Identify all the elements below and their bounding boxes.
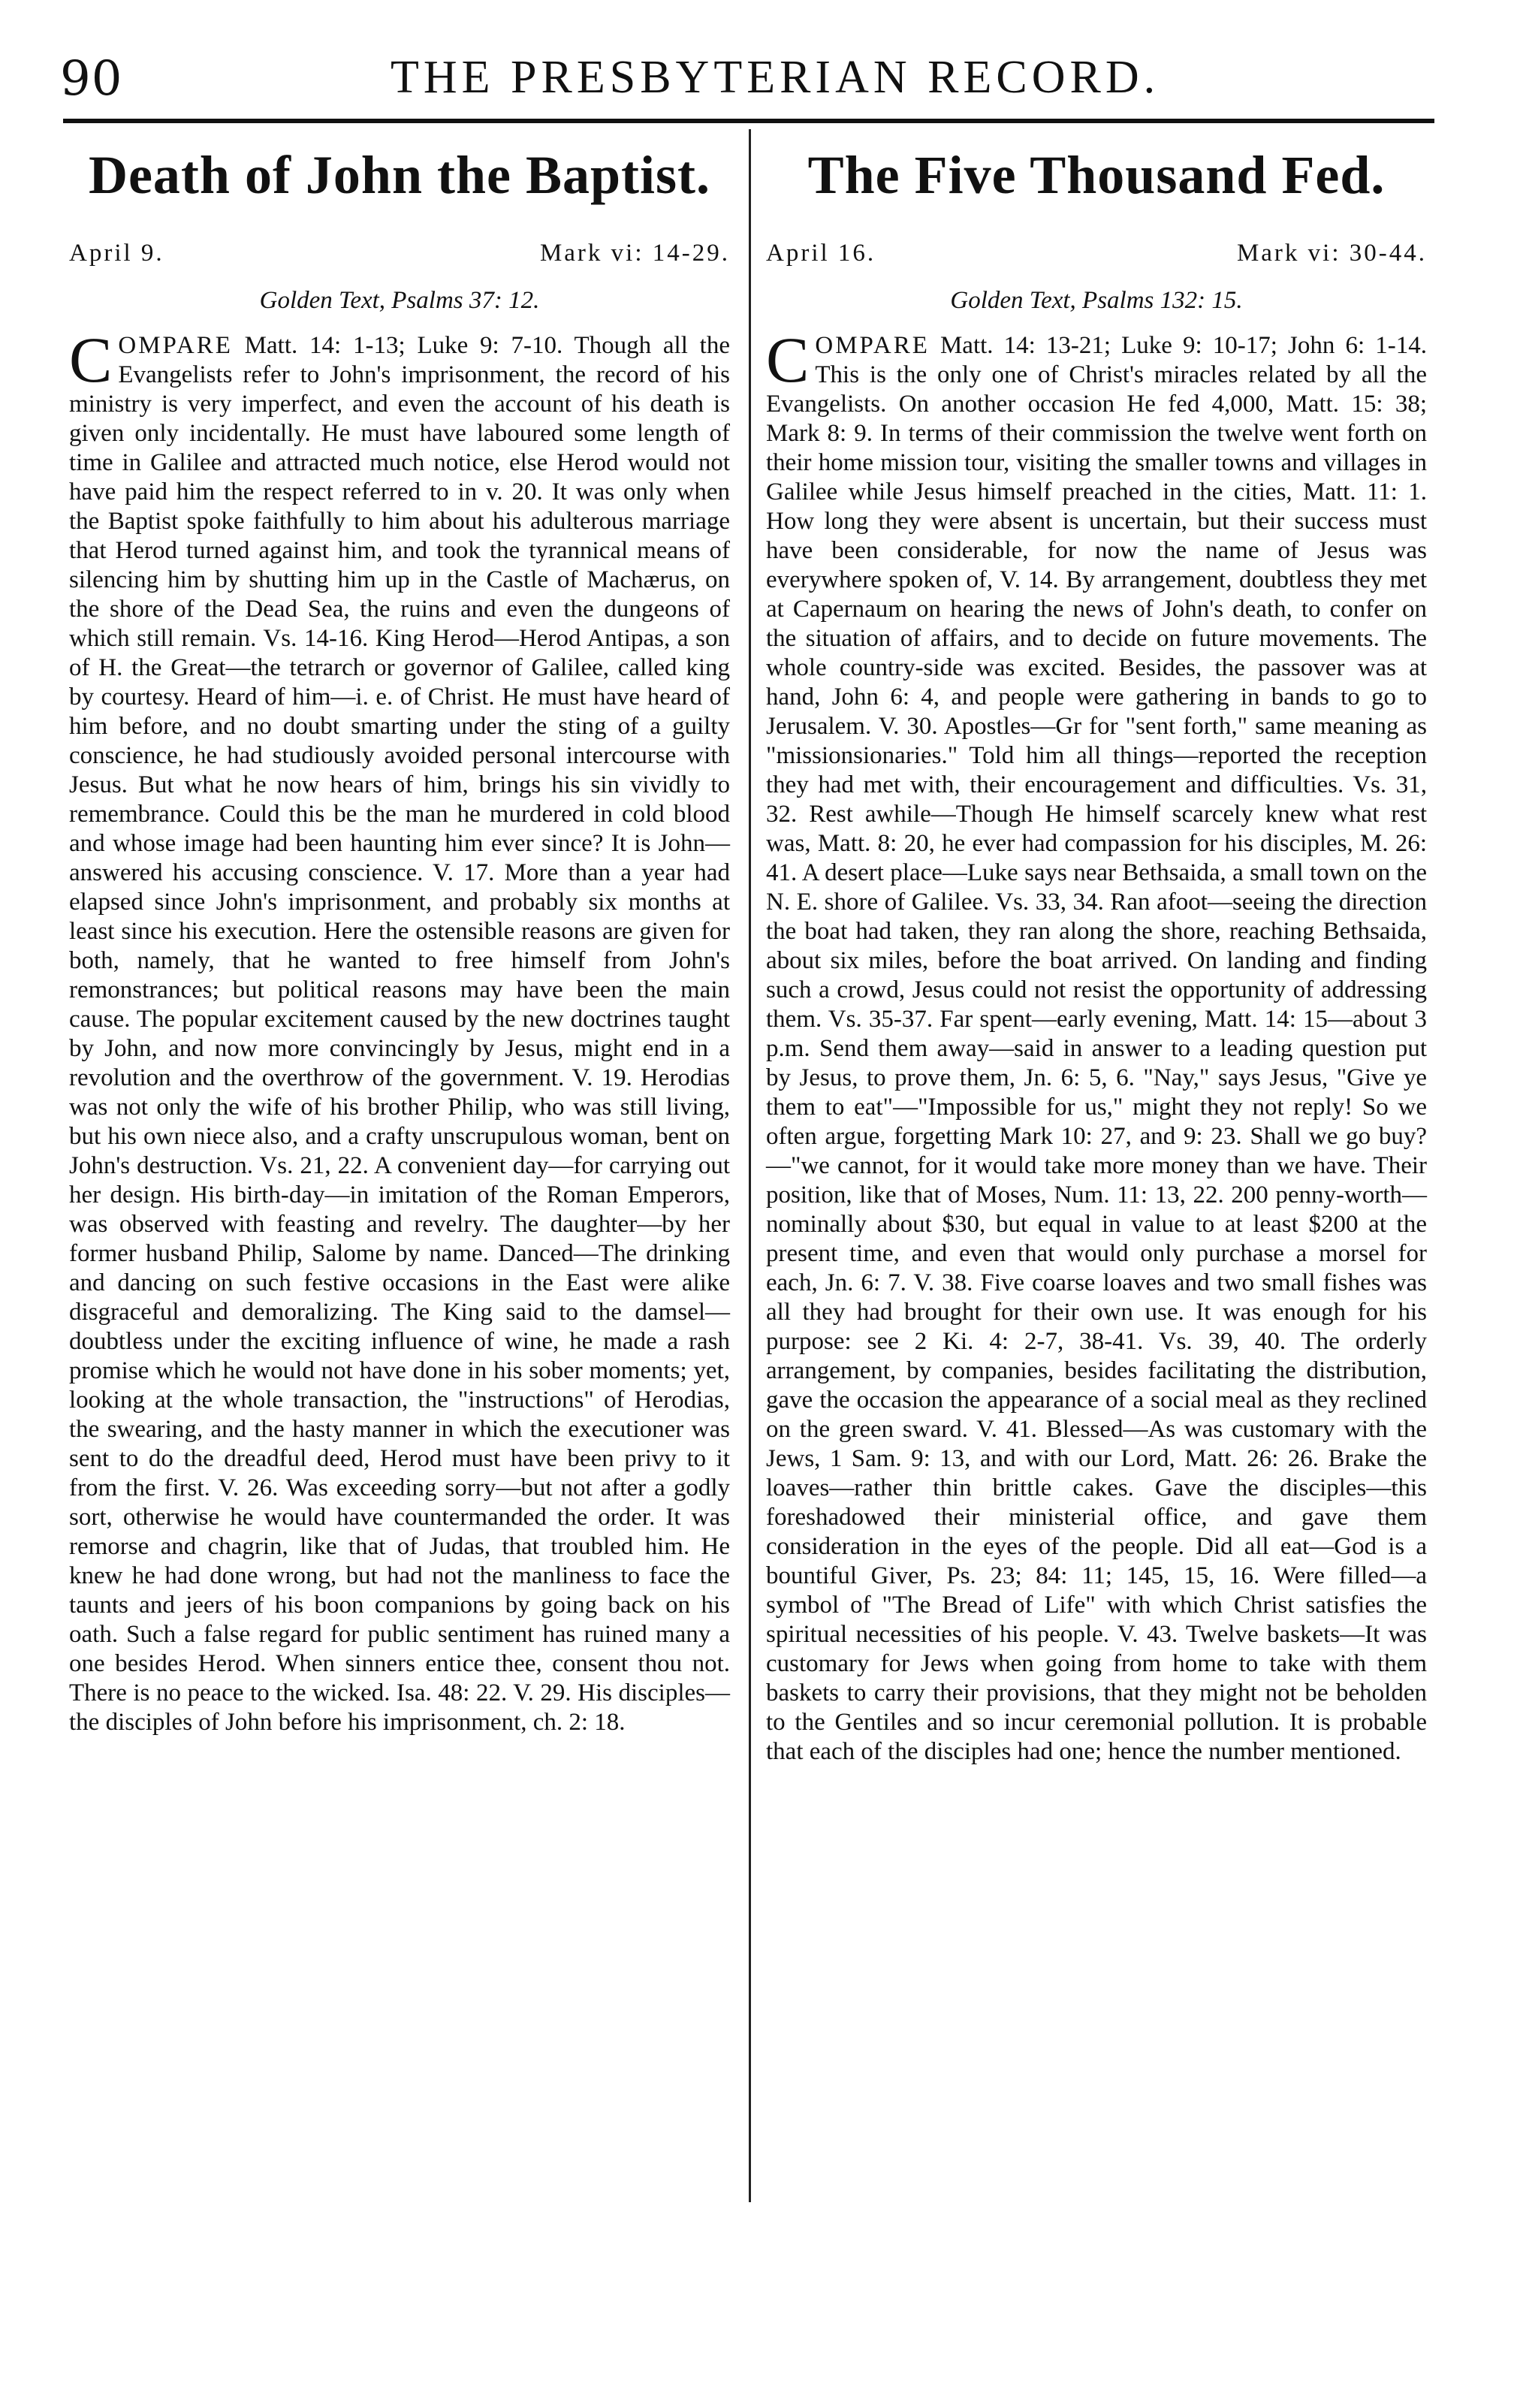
golden-text: Golden Text, Psalms 37: 12. (259, 286, 540, 314)
article-title-left: Death of John the Baptist. (88, 145, 711, 205)
golden-text: Golden Text, Psalms 132: 15. (950, 286, 1243, 314)
lead-caps: OMPARE (118, 331, 233, 359)
lead-caps: OMPARE (815, 331, 930, 359)
scripture-reference: Mark vi: 30-44. (1236, 239, 1427, 267)
running-head: THE PRESBYTERIAN RECORD. (391, 52, 1160, 103)
drop-cap: C (69, 323, 113, 396)
lesson-meta-left (69, 240, 730, 267)
right-column (766, 134, 1427, 1767)
lesson-date: April 16. (766, 239, 876, 267)
article-title-right: The Five Thousand Fed. (807, 145, 1386, 205)
header-rule (63, 119, 1434, 123)
article-body-left (69, 323, 730, 1737)
scripture-reference: Mark vi: 14-29. (539, 239, 730, 267)
article-body-right (766, 323, 1427, 1767)
lesson-date: April 9. (69, 239, 164, 267)
page-number: 90 (60, 51, 123, 107)
body-text: Matt. 14: 13-21; Luke 9: 10-17; John 6: 1-14. This is the only one of Christ's miracles related by all the Evangelists. On another occasion He fed 4,000, Matt. 15: 38; Mark 8: 9. In terms of their commission the twelve went forth on their home mission tour, visiting the smaller towns and villages in Galilee while Jesus himself preached in the cities, Matt. 11: 1. How long they were absent is uncertain, but their success must have been considerable, for now the name of Jesus was everywhere spoken of, V. 14. By arrangement, doubtless they met at Capernaum on hearing the news of John's death, to confer on the situation of affairs, and to decide on future movements. The whole country-side was excited. Besides, the passover was at hand, John 6: 4, and people were gathering in bands to go to Jerusalem. V. 30. Apostles—Gr for "sent forth," same meaning as "missionsionaries." Told him all things—reported the reception they had met with, their encouragement and difficulties. Vs. 31, 32. Rest awhile—Though He himself scarcely knew what rest was, Matt. 8: 20, he ever had compassion for his disciples, M. 26: 41. A desert place—Luke says near Bethsaida, a small town on the N. E. shore of Galilee. Vs. 33, 34. Ran afoot—seeing the direction the boat had taken, they ran along the shore, reaching Bethsaida, about six miles, before the boat arrived. On landing and finding such a crowd, Jesus could not resist the opportunity of addressing them. Vs. 35-37. Far spent—early evening, Matt. 14: 15—about 3 p.m. Send them away—said in answer to a leading question put by Jesus, to prove them, Jn. 6: 5, 6. "Nay," says Jesus, "Give ye them to eat"—"Impossible for us," might they not reply! So we often argue, forgetting Mark 10: 27, and 9: 23. Shall we go buy?—"we cannot, for it would take more money than we have. Their position, like that of Moses, Num. 11: 13, 22. 200 penny-worth—nominally about $30, but equal in value to at least $200 at the present time, and even that would only purchase a morsel for each, Jn. 6: 7. V. 38. Five coarse loaves and two small fishes was all they had brought for their own use. It was enough for his purpose: see 2 Ki. 4: 2-7, 38-41. Vs. 39, 40. The orderly arrangement, by companies, besides facilitating the distribution, gave the occasion the appearance of a social meal as they reclined on the green sward. V. 41. Blessed—As was customary with the Jews, 1 Sam. 9: 13, and with our Lord, Matt. 26: 26. Brake the loaves—rather thin brittle cakes. Gave the disciples—this foreshadowed their ministerial office, and gave them consideration in the eyes of the people. Did all eat—God is a bountiful Giver, Ps. 23; 84: 11; 145, 15, 16. Were filled—a symbol of "The Bread of Life" with which Christ satisfies the spiritual necessities of his people. V. 43. Twelve baskets—It was customary for Jews when going from home to take with them baskets to carry their provisions, that they might not be beholden to the Gentiles and so incur ceremonial pollution. It is probable that each of the disciples had one; hence the number mentioned. (766, 331, 1427, 1765)
body-text: Matt. 14: 1-13; Luke 9: 7-10. Though all the Evangelists refer to John's imprisonment, the record of his ministry is very imperfect, and even the account of his death is given only incidentally. He must have laboured some length of time in Galilee and attracted much notice, else Herod would not have paid him the respect referred to in v. 20. It was only when the Baptist spoke faithfully to him about his adulterous marriage that Herod turned against him, and took the tyrannical means of silencing him by shutting him up in the Castle of Machærus, on the shore of the Dead Sea, the ruins and even the dungeons of which still remain. Vs. 14-16. King Herod—Herod Antipas, a son of H. the Great—the tetrarch or governor of Galilee, called king by courtesy. Heard of him—i. e. of Christ. He must have heard of him before, and no doubt smarting under the sting of a guilty conscience, he had studiously avoided personal intercourse with Jesus. But what he now hears of him, brings his sin vividly to remembrance. Could this be the man he murdered in cold blood and whose image had been haunting him ever since? It is John—answered his accusing conscience. V. 17. More than a year had elapsed since John's imprisonment, and probably six months at least since his execution. Here the ostensible reasons are given for both, namely, that he wanted to free himself from John's remonstrances; but political reasons may have been the main cause. The popular excitement caused by the new doctrines taught by John, and now more convincingly by Jesus, might end in a revolution and the overthrow of the government. V. 19. Herodias was not only the wife of his brother Philip, who was still living, but his own niece also, and a crafty unscrupulous woman, bent on John's destruction. Vs. 21, 22. A convenient day—for carrying out her design. His birth-day—in imitation of the Roman Emperors, was observed with feasting and revelry. The daughter—by her former husband Philip, Salome by name. Danced—The drinking and dancing on such festive occasions in the East were alike disgraceful and demoralizing. The King said to the damsel—doubtless under the exciting influence of wine, he made a rash promise which he would not have done in his sober moments; yet, looking at the whole transaction, the "instructions" of Herodias, the swearing, and the hasty manner in which the executioner was sent to do the dreadful deed, Herod must have been privy to it from the first. V. 26. Was exceeding sorry—but not after a godly sort, otherwise he would have countermanded the order. It was remorse and chagrin, like that of Judas, that troubled him. He knew he had done wrong, but had not the manliness to face the taunts and jeers of his boon companions by going back on his oath. Such a false regard for public sentiment has ruined many a one besides Herod. When sinners entice thee, consent thou not. There is no peace to the wicked. Isa. 48: 22. V. 29. His disciples—the disciples of John before his imprisonment, ch. 2: 18. (69, 331, 730, 1736)
lesson-meta-right (766, 240, 1427, 267)
column-divider (749, 129, 751, 2202)
drop-cap: C (766, 323, 810, 396)
left-column (69, 134, 730, 1737)
